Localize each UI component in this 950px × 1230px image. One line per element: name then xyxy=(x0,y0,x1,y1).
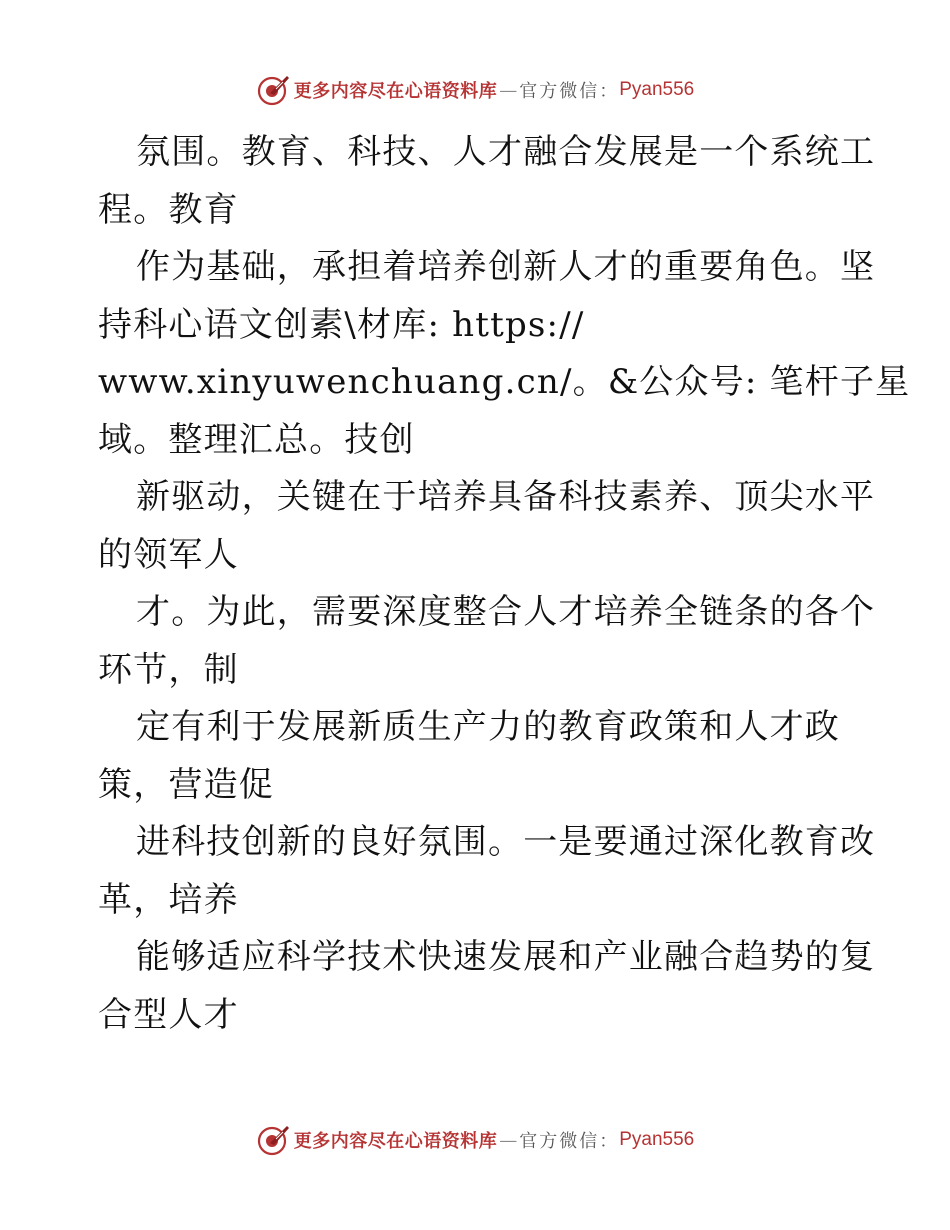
text-line: 能够适应科学技术快速发展和产业融合趋势的复 xyxy=(136,937,876,977)
page-header xyxy=(0,68,950,112)
text-line: 定有利于发展新质生产力的教育政策和人才政 xyxy=(136,707,840,747)
separator-dash: — xyxy=(499,79,518,101)
text-line: 新驱动，关键在于培养具备科技素养、顶尖水平 xyxy=(136,477,876,517)
text-line: 合型人才 xyxy=(98,994,239,1035)
text-line: 作为基础，承担着培养创新人才的重要角色。坚 xyxy=(136,247,876,287)
text-line: 才。为此，需要深度整合人才培养全链条的各个 xyxy=(136,592,876,632)
wechat-label: 官方微信： xyxy=(519,81,620,102)
text-line: 进科技创新的良好氛围。一是要通过深化教育改 xyxy=(136,822,876,862)
document-body xyxy=(98,124,911,1044)
text-line: 域。整理汇总。技创 xyxy=(98,419,415,460)
text-line: 的领军人 xyxy=(98,534,239,575)
text-line: www.xinyuwenchuang.cn/。&公众号: 笔杆子星 xyxy=(98,362,911,402)
wechat-id: Pyan556 xyxy=(619,1129,695,1150)
text-line: 持科心语文创素\材库: https:// xyxy=(98,304,585,345)
wechat-id: Pyan556 xyxy=(619,79,695,100)
text-line: 革，培养 xyxy=(98,879,239,920)
text-line: 策，营造促 xyxy=(98,764,274,805)
site-name: 更多内容尽在心语资料库 xyxy=(293,81,498,102)
site-name: 更多内容尽在心语资料库 xyxy=(293,1131,498,1152)
page-footer xyxy=(0,1118,950,1162)
quill-logo-icon xyxy=(256,73,290,107)
text-line: 环节，制 xyxy=(98,649,239,690)
text-line: 程。教育 xyxy=(98,189,239,230)
separator-dash: — xyxy=(499,1129,518,1151)
quill-logo-icon xyxy=(256,1123,290,1157)
wechat-label: 官方微信： xyxy=(519,1131,620,1152)
text-line: 氛围。教育、科技、人才融合发展是一个系统工 xyxy=(136,132,876,172)
